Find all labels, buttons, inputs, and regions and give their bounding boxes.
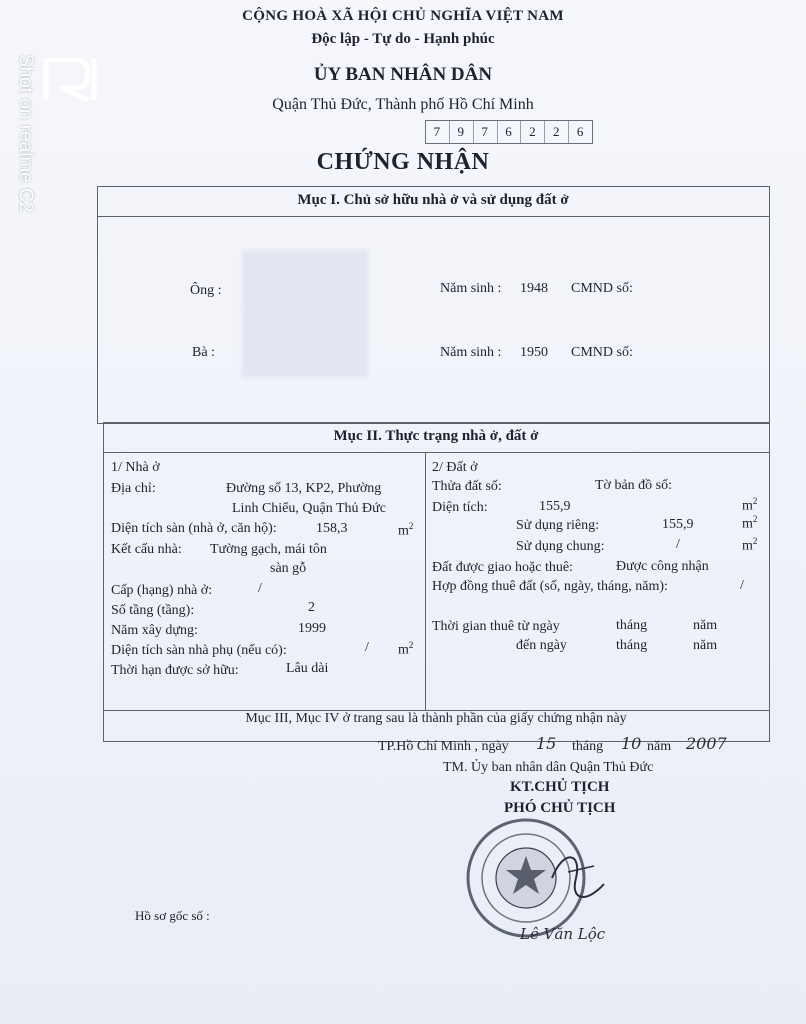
footer-note: Mục III, Mục IV ở trang sau là thành phần của giấy chứng nhận này xyxy=(245,711,627,726)
aux-area-unit: $m^2$ xyxy=(398,640,414,658)
owner1-id-label: CMND số: xyxy=(571,281,633,296)
land-area-value: 155,9 xyxy=(539,499,571,514)
lease-from-month-label: tháng xyxy=(616,618,648,633)
structure-line1: Tường gạch, mái tôn xyxy=(210,542,327,557)
owner2-birth-year: 1950 xyxy=(520,345,548,360)
document-title: CHỨNG NHẬN xyxy=(316,149,490,175)
address-label: Địa chỉ: xyxy=(111,481,156,496)
serial-number xyxy=(425,120,593,144)
land-area-unit: $m^2$ xyxy=(742,496,758,514)
structure-line2: sàn gỗ xyxy=(270,561,307,576)
serial-digit: 2 xyxy=(545,121,569,143)
authority-name: ỦY BAN NHÂN DÂN xyxy=(313,64,493,85)
ownership-term-label: Thời hạn được sở hữu: xyxy=(111,663,239,678)
address-line2: Linh Chiểu, Quận Thủ Đức xyxy=(232,501,386,516)
floor-area-label: Diện tích sàn (nhà ở, căn hộ): xyxy=(111,521,277,536)
lease-to-label: đến ngày xyxy=(516,638,567,653)
issue-year-label: năm xyxy=(647,739,672,754)
redacted-names xyxy=(242,250,368,378)
house-heading: 1/ Nhà ở xyxy=(111,460,160,475)
plot-number-label: Thửa đất số: xyxy=(432,479,502,494)
issue-month-label: tháng xyxy=(572,739,604,754)
issue-month: 10 xyxy=(621,734,642,753)
shared-use-label: Sử dụng chung: xyxy=(516,539,605,554)
owner1-prefix: Ông : xyxy=(190,283,222,298)
issue-place: TP.Hồ Chí Minh , ngày xyxy=(378,739,509,754)
national-motto: Độc lập - Tự do - Hạnh phúc xyxy=(311,31,495,47)
lease-contract-value: / xyxy=(740,578,744,593)
position-title: PHÓ CHỦ TỊCH xyxy=(504,800,616,816)
lease-contract-label: Hợp đồng thuê đất (số, ngày, tháng, năm): xyxy=(432,579,668,594)
private-use-value: 155,9 xyxy=(662,517,694,532)
file-reference-label: Hồ sơ gốc số : xyxy=(135,908,210,923)
owner2-birth-label: Năm sinh : xyxy=(440,345,502,360)
private-use-unit: $m^2$ xyxy=(742,514,758,532)
serial-digit: 6 xyxy=(498,121,522,143)
serial-digit: 2 xyxy=(521,121,545,143)
issue-year: 2007 xyxy=(686,734,727,753)
column-divider xyxy=(425,452,426,710)
shared-use-value: / xyxy=(676,537,680,552)
lease-from-year-label: năm xyxy=(693,618,718,633)
issuing-org: TM. Ủy ban nhân dân Quận Thủ Đức xyxy=(443,760,654,775)
section1-title: Mục I. Chủ sở hữu nhà ở và sử dụng đất ở xyxy=(297,192,569,208)
floors-label: Số tầng (tầng): xyxy=(111,603,195,618)
allocation-value: Được công nhận xyxy=(616,559,709,574)
allocation-label: Đất được giao hoặc thuê: xyxy=(432,560,573,575)
owner1-birth-year: 1948 xyxy=(520,281,548,296)
floor-area-unit: $m^2$ xyxy=(398,521,414,539)
serial-digit: 6 xyxy=(576,124,585,139)
floors-value: 2 xyxy=(308,600,315,615)
on-behalf-title: KT.CHỦ TỊCH xyxy=(510,779,610,795)
country-name: CỘNG HOÀ XÃ HỘI CHỦ NGHĨA VIỆT NAM xyxy=(242,8,564,24)
lease-to-year-label: năm xyxy=(693,638,718,653)
section2-title: Mục II. Thực trạng nhà ở, đất ở xyxy=(333,428,539,444)
land-area-label: Diện tích: xyxy=(432,500,488,515)
serial-digit: 7 xyxy=(426,121,450,143)
grade-value: / xyxy=(258,581,262,596)
shared-use-unit: $m^2$ xyxy=(742,536,758,554)
owner2-id-label: CMND số: xyxy=(571,345,633,360)
year-built-label: Năm xây dựng: xyxy=(111,623,198,638)
serial-digit: 9 xyxy=(450,121,474,143)
aux-area-value: / xyxy=(365,640,369,655)
section1-box xyxy=(97,186,770,424)
map-sheet-label: Tờ bản đồ số: xyxy=(595,478,673,493)
year-built-value: 1999 xyxy=(298,621,326,636)
lease-to-month-label: tháng xyxy=(616,638,648,653)
issue-day: 15 xyxy=(536,734,557,753)
grade-label: Cấp (hạng) nhà ở: xyxy=(111,583,213,598)
owner1-birth-label: Năm sinh : xyxy=(440,281,502,296)
district-name: Quận Thủ Đức, Thành phố Hồ Chí Minh xyxy=(272,96,534,113)
lease-from-label: Thời gian thuê từ ngày xyxy=(432,619,560,634)
watermark-text: Shot on realme C2 xyxy=(15,54,36,213)
land-heading: 2/ Đất ở xyxy=(432,460,478,475)
address-line1: Đường số 13, KP2, Phường xyxy=(226,481,382,496)
divider xyxy=(97,216,769,217)
floor-area-value: 158,3 xyxy=(316,521,348,536)
ownership-term-value: Lâu dài xyxy=(286,661,329,676)
serial-digit: 7 xyxy=(474,121,498,143)
divider xyxy=(103,452,769,453)
private-use-label: Sử dụng riêng: xyxy=(516,518,600,533)
owner2-prefix: Bà : xyxy=(192,345,215,360)
structure-label: Kết cấu nhà: xyxy=(111,542,182,557)
aux-area-label: Diện tích sàn nhà phụ (nếu có): xyxy=(111,643,287,658)
signer-name: Lê Văn Lộc xyxy=(520,925,606,943)
